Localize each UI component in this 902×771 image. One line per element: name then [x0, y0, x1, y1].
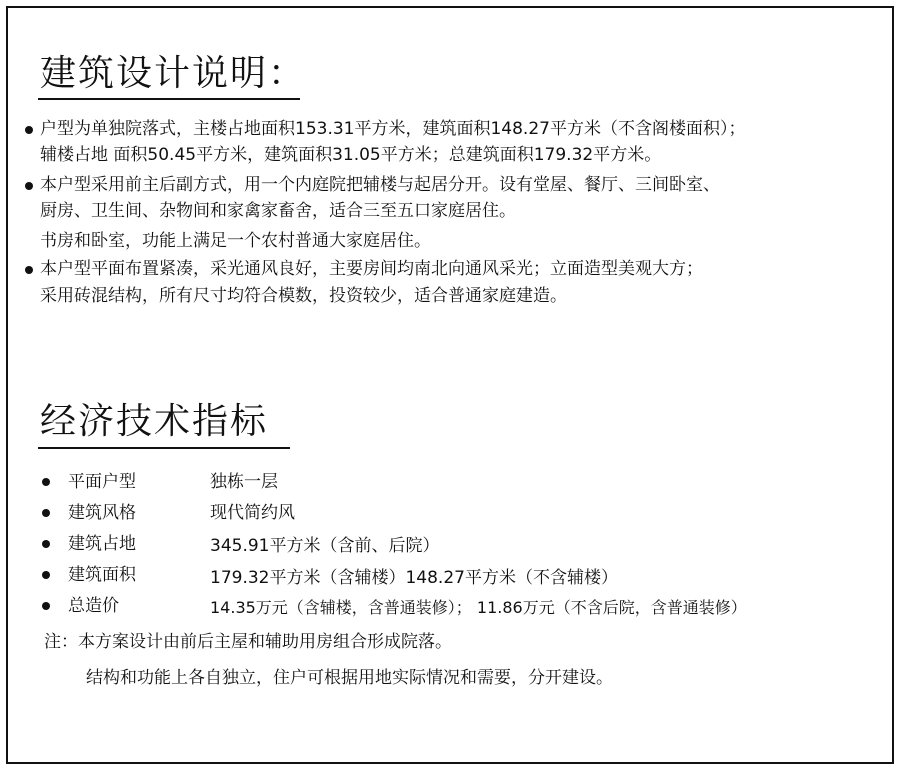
- section-title-indicators: 经济技术指标: [40, 401, 269, 442]
- bullet-icon: [42, 571, 50, 579]
- bullet-icon: [42, 540, 50, 548]
- bullet-icon: [42, 602, 50, 610]
- section-title-design: 建筑设计说明：: [40, 53, 307, 94]
- indicator-label: 平面户型: [68, 472, 136, 492]
- indicator-label: 建筑风格: [68, 503, 136, 523]
- design-line-7: 采用砖混结构，所有尺寸均符合模数，投资较少，适合普通家庭建造。: [40, 286, 567, 306]
- indicator-value: 14.35万元（含辅楼，含普通装修）； 11.86万元（不含后院，含普通装修）: [210, 598, 747, 617]
- design-line-1: 户型为单独院落式，主楼占地面积153.31平方米，建筑面积148.27平方米（不含阁楼面积）；: [40, 119, 746, 139]
- indicator-value: 179.32平方米（含辅楼）148.27平方米（不含辅楼）: [210, 568, 618, 588]
- design-line-2: 辅楼占地 面积50.45平方米，建筑面积31.05平方米；总建筑面积179.32平方米。: [40, 145, 662, 165]
- bullet-icon: [25, 182, 33, 190]
- design-line-4: 厨房、卫生间、杂物间和家禽家畜舍，适合三至五口家庭居住。: [40, 201, 516, 221]
- indicator-value: 345.91平方米（含前、后院）: [210, 536, 440, 556]
- design-line-5: 书房和卧室，功能上满足一个农村普通大家庭居住。: [40, 231, 431, 251]
- indicator-value: 独栋一层: [210, 472, 278, 492]
- bullet-icon: [42, 478, 50, 486]
- bullet-icon: [25, 266, 33, 274]
- title-underline: [38, 447, 290, 449]
- design-line-6: 本户型平面布置紧凑，采光通风良好，主要房间均南北向通风采光；立面造型美观大方；: [40, 259, 703, 279]
- bullet-icon: [42, 509, 50, 517]
- title-underline: [38, 98, 300, 100]
- bullet-icon: [25, 126, 33, 134]
- design-line-3: 本户型采用前主后副方式，用一个内庭院把辅楼与起居分开。设有堂屋、餐厅、三间卧室、: [40, 175, 720, 195]
- indicator-label: 建筑占地: [68, 534, 136, 554]
- note-line-1: 注：本方案设计由前后主屋和辅助用房组合形成院落。: [44, 632, 452, 652]
- note-line-2: 结构和功能上各自独立，住户可根据用地实际情况和需要，分开建设。: [86, 668, 613, 688]
- indicator-value: 现代简约风: [210, 503, 295, 523]
- indicator-label: 建筑面积: [68, 565, 136, 585]
- indicator-label: 总造价: [68, 596, 119, 616]
